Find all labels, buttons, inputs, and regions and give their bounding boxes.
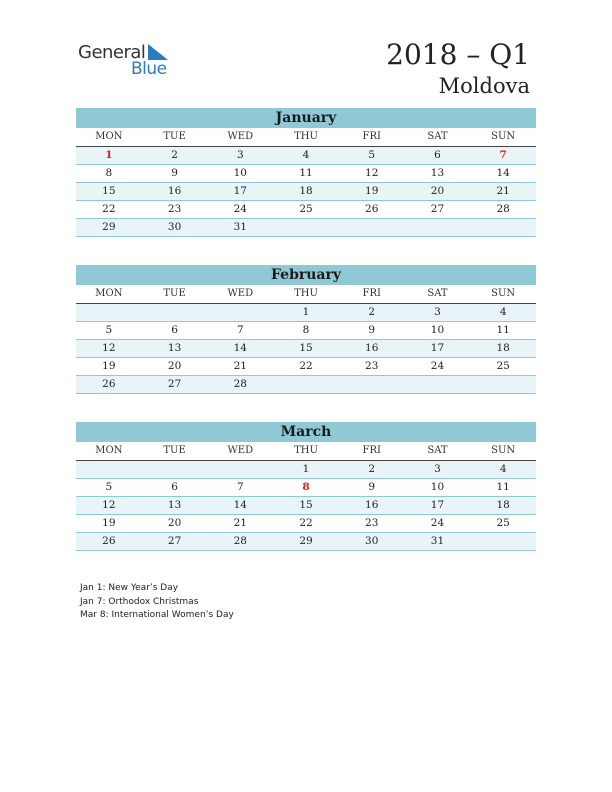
page-title: 2018 – Q1	[386, 38, 530, 71]
day-cell	[405, 219, 471, 236]
day-cell: 2	[368, 306, 376, 318]
day-cell: 17	[430, 499, 445, 511]
day-cell: 27	[430, 203, 445, 215]
day-cell: 6	[171, 324, 178, 336]
week-row	[76, 358, 536, 376]
weekday-header	[76, 442, 536, 461]
week-row	[76, 340, 536, 358]
holiday-note: Mar 8: International Women’s Day	[80, 610, 234, 620]
day-cell: 19	[365, 185, 379, 197]
country-name: Moldova	[438, 74, 530, 98]
day-cell: 14	[496, 167, 510, 179]
weekday-label: FRI	[362, 445, 381, 456]
weekday-label: SAT	[427, 288, 448, 299]
day-cell	[405, 376, 471, 393]
day-cell: 8	[302, 324, 310, 336]
day-cell: 25	[299, 203, 313, 215]
day-cell: 17	[233, 185, 247, 197]
week-row	[76, 376, 536, 394]
holiday-date: 1	[105, 149, 113, 161]
week-row	[76, 219, 536, 237]
day-cell: 18	[299, 185, 313, 197]
month-march	[76, 422, 536, 551]
day-cell: 15	[299, 499, 313, 511]
day-cell: 23	[167, 203, 182, 215]
day-cell: 12	[102, 499, 116, 511]
day-cell: 21	[233, 517, 247, 529]
day-cell: 10	[430, 481, 445, 493]
month-title: March	[76, 422, 536, 442]
weekday-label: FRI	[362, 288, 381, 299]
day-cell	[76, 461, 142, 478]
day-cell: 30	[365, 535, 379, 547]
week-row	[76, 304, 536, 322]
day-cell: 8	[105, 167, 113, 179]
day-cell	[273, 376, 339, 393]
day-cell	[142, 461, 208, 478]
day-cell: 2	[171, 149, 178, 161]
day-cell: 13	[430, 167, 445, 179]
day-cell: 1	[302, 463, 310, 475]
day-cell: 19	[102, 360, 116, 372]
day-cell: 21	[496, 185, 510, 197]
day-cell: 14	[233, 342, 247, 354]
day-cell: 15	[102, 185, 116, 197]
day-cell: 28	[496, 203, 510, 215]
day-cell: 5	[105, 481, 113, 493]
day-cell: 23	[365, 360, 379, 372]
day-cell: 10	[233, 167, 247, 179]
day-cell: 12	[365, 167, 379, 179]
day-cell	[76, 304, 142, 321]
week-row	[76, 183, 536, 201]
logo-text-blue: Blue	[131, 59, 167, 79]
day-cell	[142, 304, 208, 321]
day-cell: 21	[233, 360, 247, 372]
day-cell: 22	[102, 203, 116, 215]
weekday-label: SUN	[491, 131, 516, 142]
day-cell: 20	[430, 185, 445, 197]
day-cell: 3	[434, 306, 441, 318]
day-cell: 13	[167, 499, 182, 511]
logo	[78, 40, 178, 80]
logo-flag-icon	[148, 44, 168, 60]
day-cell: 10	[430, 324, 445, 336]
week-row	[76, 515, 536, 533]
day-cell: 17	[430, 342, 445, 354]
weekday-label: SAT	[427, 445, 448, 456]
day-cell: 6	[434, 149, 441, 161]
week-row	[76, 461, 536, 479]
day-cell: 31	[430, 535, 445, 547]
week-row	[76, 497, 536, 515]
day-cell: 16	[167, 185, 182, 197]
day-cell: 6	[171, 481, 178, 493]
day-cell: 9	[368, 324, 376, 336]
weekday-label: THU	[294, 131, 318, 142]
weekday-label: THU	[294, 445, 318, 456]
day-cell: 27	[167, 535, 182, 547]
weekday-label: MON	[95, 445, 123, 456]
weekday-label: TUE	[163, 131, 186, 142]
day-cell: 11	[299, 167, 313, 179]
day-cell: 11	[496, 324, 510, 336]
day-cell	[470, 376, 536, 393]
day-cell: 29	[299, 535, 313, 547]
day-cell: 26	[365, 203, 379, 215]
day-cell: 11	[496, 481, 510, 493]
logo-text-general: General	[78, 42, 146, 63]
weekday-label: WED	[227, 131, 254, 142]
month-january	[76, 108, 536, 237]
day-cell: 24	[233, 203, 247, 215]
week-row	[76, 479, 536, 497]
weekday-label: MON	[95, 288, 123, 299]
day-cell: 29	[102, 221, 116, 233]
day-cell: 4	[302, 149, 310, 161]
day-cell: 16	[365, 499, 379, 511]
day-cell	[470, 533, 536, 550]
month-title: February	[76, 265, 536, 285]
weekday-label: SUN	[491, 445, 516, 456]
weekday-label: MON	[95, 131, 123, 142]
day-cell: 20	[167, 517, 182, 529]
weekday-label: SUN	[491, 288, 516, 299]
weekday-label: WED	[227, 445, 254, 456]
day-cell: 24	[430, 517, 445, 529]
day-cell: 12	[102, 342, 116, 354]
day-cell	[207, 304, 273, 321]
holiday-date: 8	[302, 481, 310, 493]
day-cell: 1	[302, 306, 310, 318]
weekday-label: THU	[294, 288, 318, 299]
day-cell: 4	[499, 463, 507, 475]
day-cell: 19	[102, 517, 116, 529]
weekday-label: FRI	[362, 131, 381, 142]
day-cell: 4	[499, 306, 507, 318]
weekday-label: SAT	[427, 131, 448, 142]
day-cell: 7	[236, 481, 244, 493]
day-cell: 30	[167, 221, 182, 233]
week-row	[76, 147, 536, 165]
day-cell: 28	[233, 378, 247, 390]
day-cell: 26	[102, 378, 116, 390]
day-cell	[339, 219, 405, 236]
day-cell: 26	[102, 535, 116, 547]
day-cell: 16	[365, 342, 379, 354]
holiday-date: 7	[499, 149, 507, 161]
weekday-header	[76, 128, 536, 147]
day-cell: 25	[496, 360, 510, 372]
weekday-label: WED	[227, 288, 254, 299]
holiday-note: Jan 7: Orthodox Christmas	[80, 596, 199, 607]
day-cell: 27	[167, 378, 182, 390]
day-cell: 25	[496, 517, 510, 529]
day-cell: 13	[167, 342, 182, 354]
day-cell: 9	[368, 481, 376, 493]
weekday-label: TUE	[163, 288, 186, 299]
day-cell: 22	[299, 517, 313, 529]
day-cell: 24	[430, 360, 445, 372]
day-cell: 2	[368, 463, 376, 475]
day-cell: 7	[236, 324, 244, 336]
day-cell	[470, 219, 536, 236]
day-cell: 3	[236, 149, 244, 161]
weekday-header	[76, 285, 536, 304]
day-cell	[339, 376, 405, 393]
day-cell	[273, 219, 339, 236]
day-cell: 3	[434, 463, 441, 475]
day-cell: 5	[105, 324, 113, 336]
day-cell: 9	[171, 167, 178, 179]
holiday-note: Jan 1: New Year’s Day	[80, 583, 179, 593]
month-title: January	[76, 108, 536, 128]
day-cell: 18	[496, 342, 510, 354]
week-row	[76, 201, 536, 219]
week-row	[76, 533, 536, 551]
holiday-notes	[80, 582, 234, 623]
week-row	[76, 165, 536, 183]
day-cell: 22	[299, 360, 313, 372]
day-cell: 5	[368, 149, 376, 161]
day-cell: 18	[496, 499, 510, 511]
day-cell: 14	[233, 499, 247, 511]
day-cell	[207, 461, 273, 478]
day-cell: 31	[233, 221, 247, 233]
day-cell: 28	[233, 535, 247, 547]
weekday-label: TUE	[163, 445, 186, 456]
day-cell: 20	[167, 360, 182, 372]
month-february	[76, 265, 536, 394]
week-row	[76, 322, 536, 340]
day-cell: 15	[299, 342, 313, 354]
day-cell: 23	[365, 517, 379, 529]
